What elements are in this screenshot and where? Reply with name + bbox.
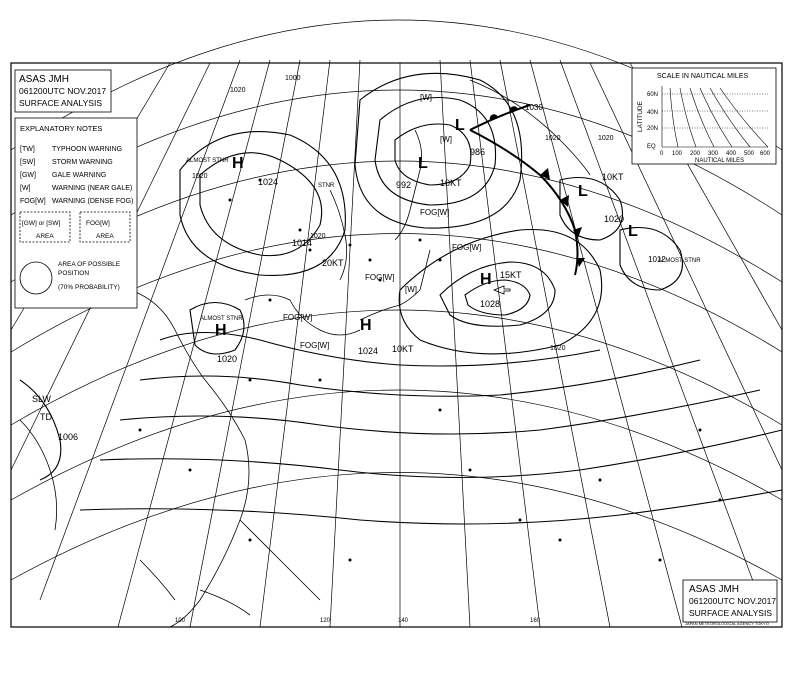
longitude-labels bbox=[175, 618, 541, 624]
high-1028-pressure: 1028 bbox=[480, 299, 501, 309]
low-symbol-1020: L bbox=[578, 183, 588, 200]
scale-x-label: NAUTICAL MILES bbox=[695, 158, 745, 164]
x-tick-400: 400 bbox=[726, 151, 737, 157]
legend-text-4: WARNING (DENSE FOG) bbox=[52, 198, 134, 205]
low-1020-motion: 10KT bbox=[602, 172, 624, 182]
lat-tick-40: 40N bbox=[647, 110, 659, 116]
title-box bbox=[15, 70, 111, 112]
lon-label-120: 120 bbox=[320, 618, 331, 624]
x-tick-300: 300 bbox=[708, 151, 719, 157]
legend-code-3: [W] bbox=[20, 185, 31, 192]
legend-text-0: TYPHOON WARNING bbox=[52, 146, 123, 153]
footer-box bbox=[683, 580, 777, 626]
stnr-label: STNR bbox=[318, 183, 335, 189]
area-left-label: [GW] or [SW] bbox=[22, 220, 61, 227]
isobar-label-2: 1030 bbox=[525, 103, 543, 112]
high-1014-pressure: 1014 bbox=[292, 238, 313, 248]
high-1024-pressure: 1024 bbox=[358, 346, 379, 356]
high-1024nw-pressure: 1024 bbox=[258, 177, 279, 187]
scale-lat-label: LATITUDE bbox=[637, 101, 644, 132]
legend-text-2: GALE WARNING bbox=[52, 172, 107, 179]
isobar-label-6: 1020 bbox=[310, 233, 326, 240]
area-right-area: AREA bbox=[96, 233, 114, 240]
isobar-labels bbox=[192, 75, 614, 352]
warm-front-semicircles bbox=[490, 106, 518, 120]
legend-text-3: WARNING (NEAR GALE) bbox=[52, 185, 133, 192]
warning-w-0: [W] bbox=[440, 135, 452, 144]
motion-arrow-icon bbox=[494, 286, 510, 294]
lat-tick-20: 20N bbox=[647, 126, 659, 132]
isobar-label-5: 1020 bbox=[598, 135, 614, 142]
high-1014-motion: 20KT bbox=[322, 258, 344, 268]
scale-title: SCALE IN NAUTICAL MILES bbox=[657, 73, 749, 80]
warning-labels bbox=[283, 93, 481, 350]
legend-text-1: STORM WARNING bbox=[52, 159, 113, 166]
low-symbol-1012: L bbox=[628, 223, 638, 240]
fog-warning-2: FOG[W] bbox=[365, 273, 395, 282]
legend-code-2: [GW] bbox=[20, 172, 36, 179]
td-label: TD bbox=[40, 412, 52, 422]
area-right-label: FOG[W] bbox=[86, 220, 110, 227]
fog-warning-0: FOG[W] bbox=[420, 208, 450, 217]
low-symbol-992: L bbox=[418, 155, 428, 172]
lon-label-140: 140 bbox=[398, 618, 409, 624]
legend-code-4: FOG[W] bbox=[20, 198, 46, 205]
high-1024-motion: 10KT bbox=[392, 344, 414, 354]
isobar-label-1: 1020 bbox=[545, 135, 561, 142]
x-tick-200: 200 bbox=[690, 151, 701, 157]
isobar-label-0: 1000 bbox=[285, 75, 301, 82]
low-symbol-986: L bbox=[455, 117, 465, 134]
fog-warning-1: FOG[W] bbox=[452, 243, 482, 252]
footer-agency: JAPAN METEOROLOGICAL AGENCY TOKYO bbox=[685, 621, 769, 626]
fog-warning-4: FOG[W] bbox=[300, 341, 330, 350]
almost-stnr-2: ALMOST STNR bbox=[186, 158, 229, 164]
low-1020-pressure: 1020 bbox=[604, 214, 625, 224]
high-symbol-1024: H bbox=[360, 317, 372, 334]
isobar-label-3: 1020 bbox=[550, 345, 566, 352]
almost-stnr-1: ALMOST STNR bbox=[200, 316, 243, 322]
circle-text1: AREA OF POSSIBLE bbox=[58, 261, 121, 268]
high-1020-pressure: 1020 bbox=[217, 354, 238, 364]
footer-line1: ASAS JMH bbox=[689, 584, 740, 595]
x-tick-0: 0 bbox=[660, 151, 664, 157]
legend-title: EXPLANATORY NOTES bbox=[20, 124, 103, 133]
high-symbol-1020: H bbox=[215, 322, 227, 339]
title-line2: 061200UTC NOV.2017 bbox=[19, 86, 107, 96]
low-992-pressure: 992 bbox=[396, 180, 412, 190]
legend-code-0: [TW] bbox=[20, 146, 35, 153]
warning-w-1: [W] bbox=[420, 93, 432, 102]
high-1028-motion: 15KT bbox=[500, 270, 522, 280]
isobar-label-7: 1020 bbox=[192, 173, 208, 180]
legend-code-1: [SW] bbox=[20, 159, 36, 166]
circle-text3: (70% PROBABILITY) bbox=[58, 284, 120, 291]
x-tick-500: 500 bbox=[744, 151, 755, 157]
footer-line2: 061200UTC NOV.2017 bbox=[689, 596, 777, 606]
low-992-motion: 10KT bbox=[440, 178, 462, 188]
area-left-area: AREA bbox=[36, 233, 54, 240]
title-line3: SURFACE ANALYSIS bbox=[19, 98, 102, 108]
x-tick-100: 100 bbox=[672, 151, 683, 157]
lon-label-100: 100 bbox=[175, 618, 186, 624]
isobar-label-4: 1020 bbox=[230, 87, 246, 94]
warning-w-2: [W] bbox=[405, 285, 417, 294]
circle-text2: POSITION bbox=[58, 270, 90, 277]
lon-label-160: 160 bbox=[530, 618, 541, 624]
explanatory-notes bbox=[15, 118, 137, 308]
high-symbol-1028: H bbox=[480, 271, 492, 288]
low-1006-pressure: 1006 bbox=[58, 432, 79, 442]
low-1006-motion: SLW bbox=[32, 394, 51, 404]
scale-box bbox=[632, 68, 776, 164]
x-tick-600: 600 bbox=[760, 151, 771, 157]
fog-warning-3: FOG[W] bbox=[283, 313, 313, 322]
lat-tick-eq: EQ bbox=[647, 144, 656, 150]
title-line1: ASAS JMH bbox=[19, 74, 70, 85]
low-986-pressure: 986 bbox=[470, 147, 486, 157]
footer-line3: SURFACE ANALYSIS bbox=[689, 608, 772, 618]
low-1012-motion: ALMOST STNR bbox=[658, 258, 701, 264]
high-symbol-1024-nw: H bbox=[232, 155, 244, 172]
low-1012-pressure: 1012 bbox=[648, 255, 666, 264]
lat-tick-60: 60N bbox=[647, 92, 659, 98]
